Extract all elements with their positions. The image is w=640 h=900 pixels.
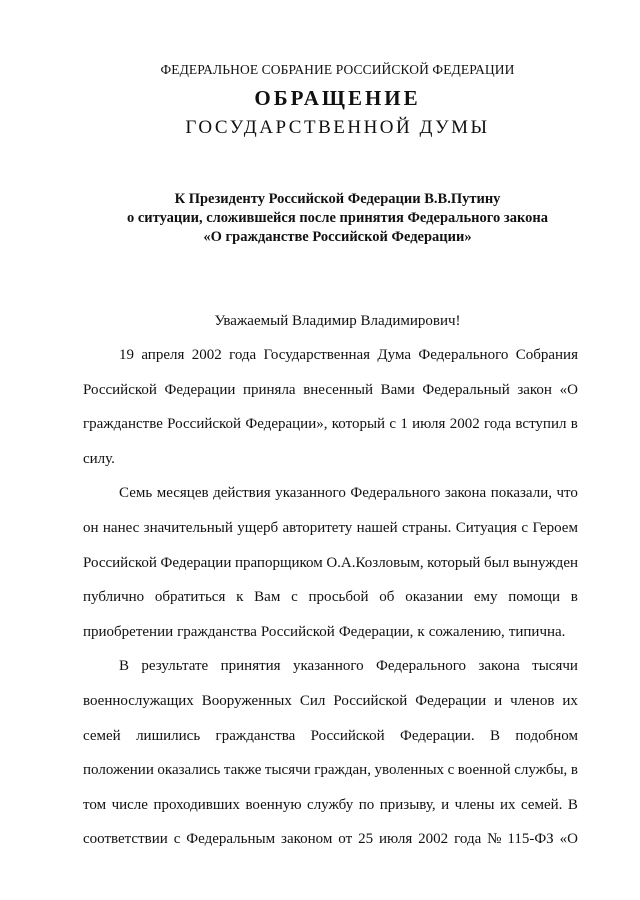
addressee-line-1: К Президенту Российской Федерации В.В.Путину [174,191,501,207]
body-line: гражданстве Российской Федерации», который с 1 июля 2002 года вступил в [83,416,578,433]
body-line: силу. [83,450,115,467]
body-line: соответствии с Федеральным законом от 25 июля 2002 года № 115-ФЗ «О [83,831,578,848]
organization-header: ФЕДЕРАЛЬНОЕ СОБРАНИЕ РОССИЙСКОЙ ФЕДЕРАЦИИ [160,62,515,77]
body-line: положении оказались также тысячи граждан, уволенных с военной службы, в [83,762,578,779]
body-line: приобретении гражданства Российской Федерации, к сожалению, типична. [83,623,566,640]
body-line: Семь месяцев действия указанного Федерального закона показали, что [119,485,578,502]
body-line: 19 апреля 2002 года Государственная Дума Федерального Собрания [119,347,578,363]
addressee-block [0,190,640,247]
body-line: семей лишились гражданства Российской Федерации. В подобном [83,727,578,744]
addressee-line-2: о ситуации, сложившейся после принятия Федерального закона [127,210,548,226]
body-line: том числе проходивших военную службу по призыву, и члены их семей. В [83,796,578,813]
addressee-line-3: «О гражданстве Российской Федерации» [203,229,472,245]
body-line: В результате принятия указанного Федерального закона тысячи [119,658,578,675]
body-line: Российской Федерации прапорщиком О.А.Козловым, который был вынужден [83,554,578,571]
document-title: ОБРАЩЕНИЕ [254,86,421,110]
document-subtitle: ГОСУДАРСТВЕННОЙ ДУМЫ [185,117,490,138]
body-line: он нанес значительный ущерб авторитету нашей страны. Ситуация с Героем [83,519,578,536]
body-text [83,343,578,862]
body-line: военнослужащих Вооруженных Сил Российской Федерации и членов их [83,692,578,709]
body-line: Российской Федерации приняла внесенный Вами Федеральный закон «О [83,381,578,398]
salutation: Уважаемый Владимир Владимирович! [214,313,461,329]
body-line: публично обратиться к Вам с просьбой об оказании ему помощи в [83,589,578,606]
